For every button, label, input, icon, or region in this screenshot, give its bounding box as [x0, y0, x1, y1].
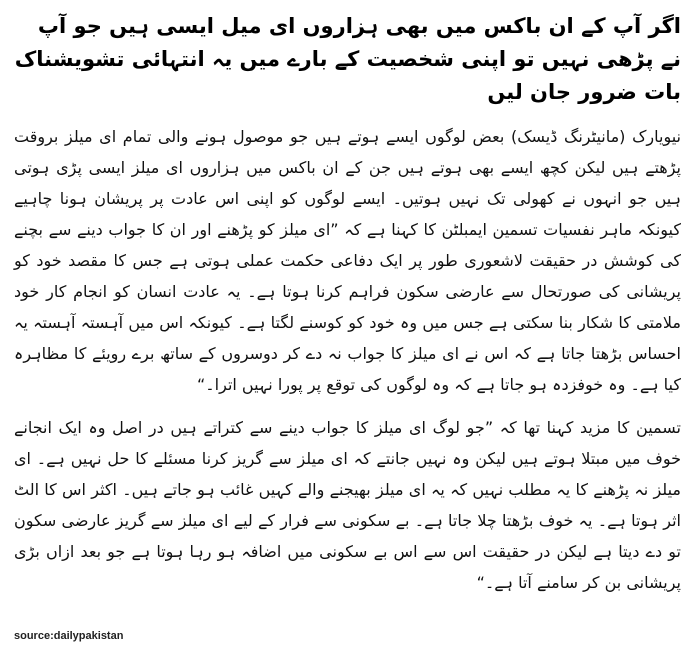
article-headline: اگر آپ کے ان باکس میں بھی ہزاروں ای میل ایسی ہیں جو آپ نے پڑھی نہیں تو اپنی شخصیت کے بارے میں یہ انتہائی تشویشناک بات ضرور جان لیں — [14, 14, 681, 104]
article-paragraph-2: تسمین کا مزید کہنا تھا کہ ”جو لوگ ای میلز کا جواب دینے سے کتراتے ہیں در اصل وہ ایک انجانے خوف میں مبتلا ہوتے ہیں لیکن وہ نہیں جانتے کہ ای میلز سے گریز کرنا مسئلے کا حل نہیں ہے۔ ای میلز نہ پڑھنے کا یہ مطلب نہیں کہ یہ ای میلز بھیجنے والے کہیں غائب ہو جاتے ہیں۔ اکثر اس کا الٹ اثر ہوتا ہے۔ یہ خوف بڑھتا چلا جاتا ہے۔ بے سکونی سے فرار کے لیے ای میلز سے گریز عارضی سکون تو دے دیتا ہے لیکن در حقیقت اس سے اس بے سکونی میں اضافہ ہو رہا ہوتا ہے جو بعد ازاں بڑی پریشانی بن کر سامنے آتا ہے۔“ — [14, 418, 681, 592]
article — [14, 10, 681, 642]
source-credit: source:dailypakistan — [14, 630, 124, 642]
article-paragraph-1: نیویارک (مانیٹرنگ ڈیسک) بعض لوگوں ایسے ہوتے ہیں جو موصول ہونے والی تمام ای میلز بروقت پڑھتے ہیں لیکن کچھ ایسے بھی ہوتے ہیں جن کے ان باکس میں ہزاروں ای میلز ایسی پڑی ہوتی ہیں جو انہوں نے کھولی تک نہیں ہوتیں۔ ایسے لوگوں کو اپنی اس عادت پر پریشان ہونا چاہیے کیونکہ ماہر نفسیات تسمین ایمبلٹن کا کہنا ہے کہ ”ای میلز کو پڑھنے اور ان کا جواب دینے سے بچنے کی کوشش در حقیقت لاشعوری طور پر ایک دفاعی حکمت عملی ہوتی ہے جس کا مقصد خود کو پریشانی کی صورتحال سے عارضی سکون فراہم کرنا ہوتا ہے۔ یہ عادت انسان کو انجام کار خود ملامتی کا شکار بنا سکتی ہے جس میں وہ خود کو کوسنے لگتا ہے۔ کیونکہ اس میں آہستہ آہستہ یہ احساس بڑھتا جاتا ہے کہ اس نے ای میلز کا جواب نہ دے کر دوسروں کے ساتھ برے رویئے کا مظاہرہ کیا ہے۔ وہ خوفزدہ ہو جاتا ہے کہ وہ لوگوں کی توقع پر پورا نہیں اترا۔“ — [14, 127, 681, 394]
